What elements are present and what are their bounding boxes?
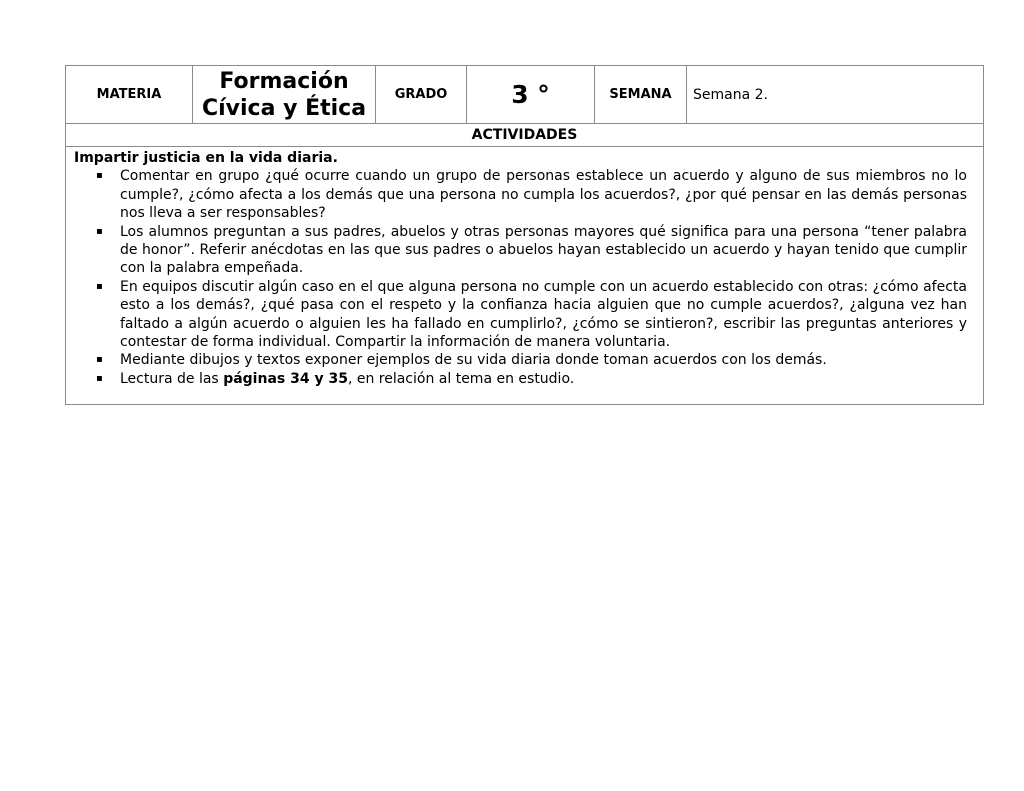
- list-item-text: Comentar en grupo ¿qué ocurre cuando un grupo de personas establece un acuerdo y alguno de sus miembros no lo cumple?, ¿cómo afecta a los demás que una persona no cumpla los acuerdos?, ¿por qué pensar en las demás personas nos lleva a ser responsables?: [120, 168, 967, 222]
- square-bullet-icon: ▪: [96, 354, 103, 366]
- activities-list: [74, 167, 975, 388]
- square-bullet-icon: ▪: [96, 225, 103, 237]
- list-item-text: En equipos discutir algún caso en el que alguna persona no cumple con un acuerdo establecido con otras: ¿cómo afecta esto a los demás?, ¿qué pasa con el respeto y la confianza hacia alguien que no cumple acuerdos?, ¿alguna vez han faltado a algún acuerdo o alguien les ha fallado en cumplirlo?, ¿cómo se sintieron?, escribir las preguntas anteriores y contestar de forma individual. Compartir la información de manera voluntaria.: [120, 278, 967, 351]
- activities-heading-row: [66, 124, 984, 147]
- square-bullet-icon: ▪: [96, 170, 103, 182]
- materia-value-line2: Cívica y Ética: [201, 95, 367, 121]
- semana-label: SEMANA: [595, 66, 687, 124]
- list-item: [74, 223, 975, 278]
- grado-label: GRADO: [376, 66, 467, 124]
- activities-title: Impartir justicia en la vida diaria.: [74, 150, 338, 166]
- header-row: [66, 66, 984, 124]
- grado-value: 3 °: [467, 66, 595, 124]
- materia-label: MATERIA: [66, 66, 193, 124]
- list-item: [74, 167, 975, 222]
- activities-heading: ACTIVIDADES: [66, 124, 984, 147]
- materia-value-line1: Formación: [219, 68, 349, 94]
- list-item-text: Mediante dibujos y textos exponer ejemplos de su vida diaria donde toman acuerdos con los demás.: [120, 352, 827, 369]
- list-item-text-before: Lectura de las: [120, 370, 224, 387]
- activities-body-row: [66, 147, 984, 405]
- materia-value: [193, 66, 376, 124]
- list-item-text-bold: páginas 34 y 35: [223, 370, 348, 387]
- list-item: [74, 278, 975, 352]
- list-item-text-after: , en relación al tema en estudio.: [347, 370, 575, 387]
- activities-body: [66, 147, 984, 405]
- list-item: [74, 370, 975, 388]
- list-item-text: Los alumnos preguntan a sus padres, abuelos y otras personas mayores qué significa para una persona “tener palabra de honor”. Referir anécdotas en las que sus padres o abuelos hayan establecido un acuerdo y hayan tenido que cumplir con la palabra empeñada.: [120, 223, 967, 277]
- semana-value: Semana 2.: [687, 66, 984, 124]
- planning-table: [65, 65, 984, 405]
- square-bullet-icon: ▪: [96, 280, 103, 292]
- list-item: [74, 351, 975, 369]
- square-bullet-icon: ▪: [96, 372, 103, 384]
